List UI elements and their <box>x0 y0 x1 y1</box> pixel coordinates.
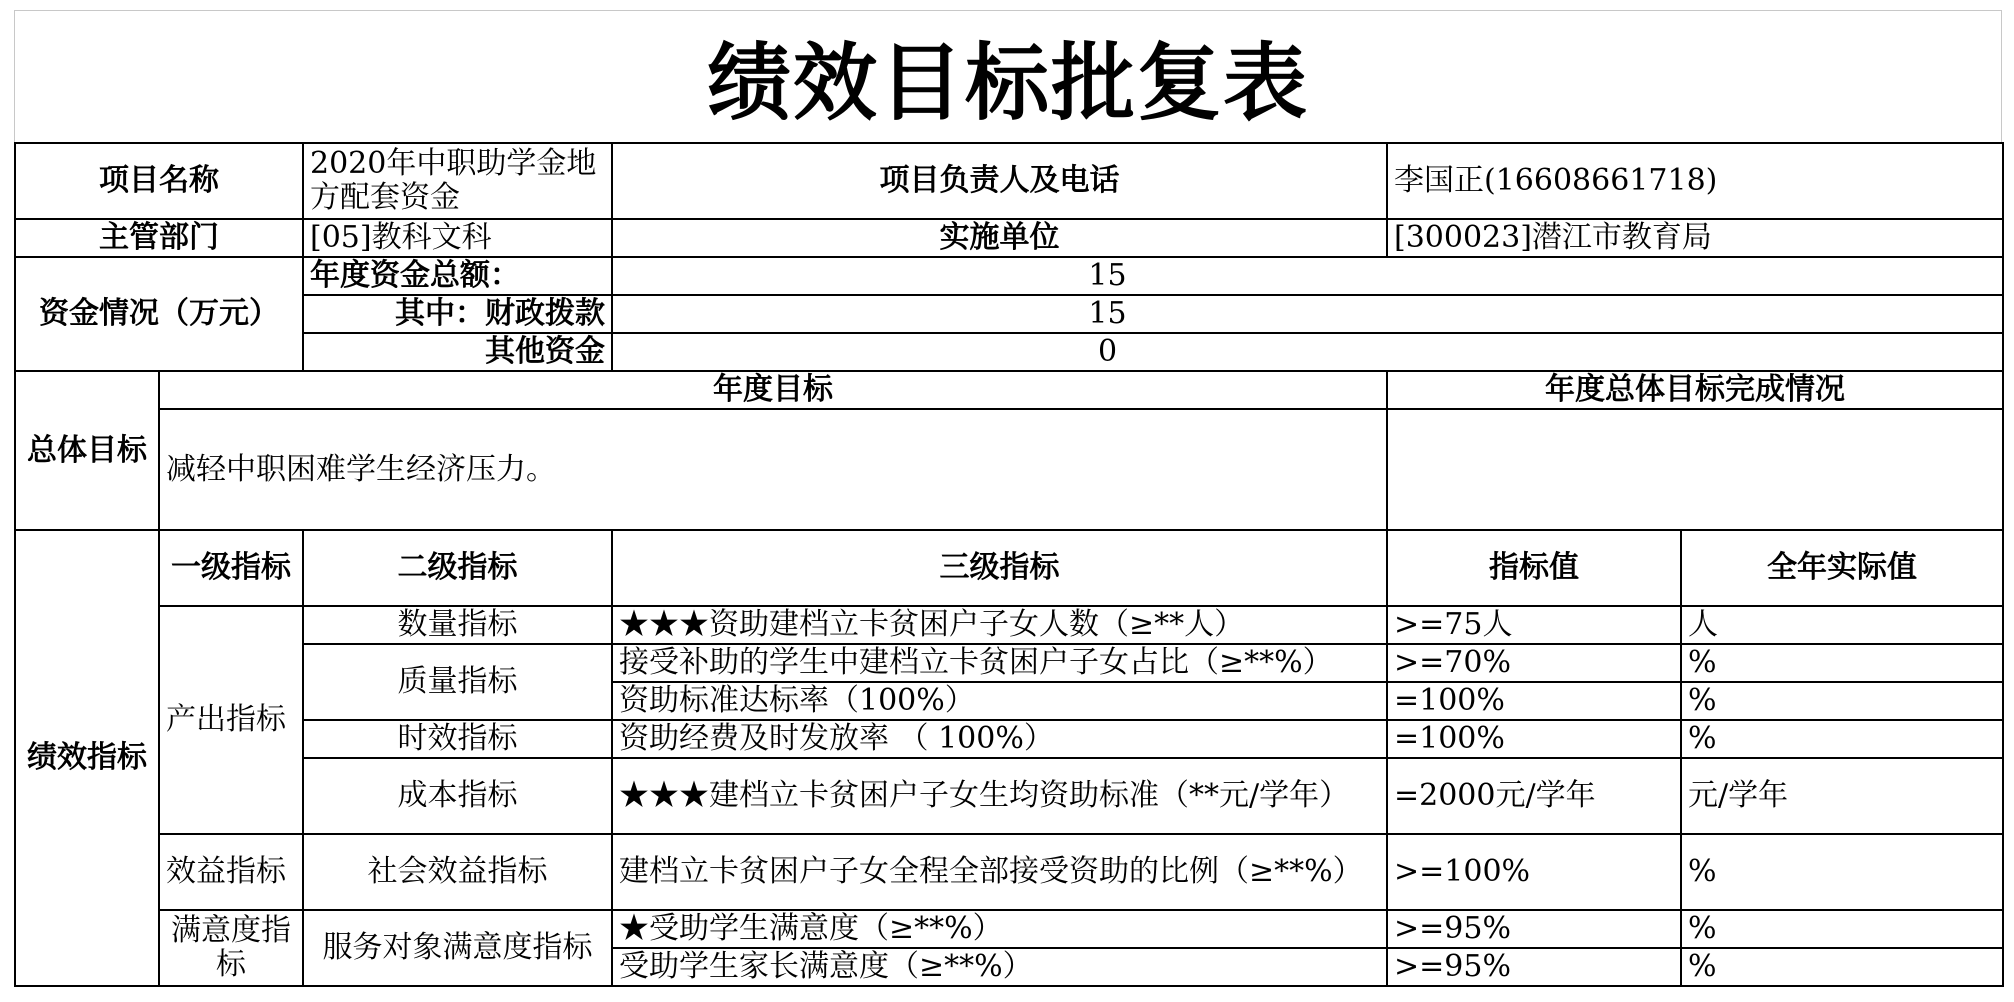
funds-fiscal-label: 其中：财政拨款 <box>303 295 612 333</box>
overall-section-label: 总体目标 <box>15 371 159 530</box>
level3-indicator: ★★★建档立卡贫困户子女生均资助标准（**元/学年） <box>612 758 1387 834</box>
funds-other-value: 0 <box>612 333 2003 371</box>
level3-indicator: ★受助学生满意度（≥**%） <box>612 910 1387 948</box>
level3-header: 三级指标 <box>612 530 1387 606</box>
implementing-unit-label: 实施单位 <box>612 219 1387 257</box>
annual-goal-header: 年度目标 <box>159 371 1387 409</box>
funds-fiscal-row <box>15 295 2003 333</box>
indicator-value: =100% <box>1387 720 1681 758</box>
quantity-subgroup-label: 数量指标 <box>303 606 612 644</box>
department-value: [05]教科文科 <box>303 219 612 257</box>
output-group-label: 产出指标 <box>159 606 303 834</box>
funds-total-row <box>15 257 2003 295</box>
indicator-row <box>15 720 2003 758</box>
actual-value: % <box>1681 644 2003 682</box>
actual-value: % <box>1681 910 2003 948</box>
level1-header: 一级指标 <box>159 530 303 606</box>
level2-header: 二级指标 <box>303 530 612 606</box>
form-title: 绩效目标批复表 <box>14 10 2002 142</box>
level3-indicator: 受助学生家长满意度（≥**%） <box>612 948 1387 986</box>
indicator-row <box>15 910 2003 948</box>
indicator-value: =100% <box>1387 682 1681 720</box>
actual-value: % <box>1681 682 2003 720</box>
actual-value: % <box>1681 720 2003 758</box>
overall-header-row <box>15 371 2003 409</box>
level3-indicator: 建档立卡贫困户子女全程全部接受资助的比例（≥**%） <box>612 834 1387 910</box>
level3-indicator: ★★★资助建档立卡贫困户子女人数（≥**人） <box>612 606 1387 644</box>
overall-content-row <box>15 409 2003 530</box>
actual-value: % <box>1681 834 2003 910</box>
quality-subgroup-label: 质量指标 <box>303 644 612 720</box>
project-name-label: 项目名称 <box>15 143 303 219</box>
indicator-header-row <box>15 530 2003 606</box>
level3-indicator: 资助经费及时发放率 （ 100%） <box>612 720 1387 758</box>
department-label: 主管部门 <box>15 219 303 257</box>
indicators-section-label: 绩效指标 <box>15 530 159 986</box>
annual-goal-text: 减轻中职困难学生经济压力。 <box>159 409 1387 530</box>
project-leader-value: 李国正(16608661718) <box>1387 143 2003 219</box>
indicator-value: >=75人 <box>1387 606 1681 644</box>
project-name-value: 2020年中职助学金地方配套资金 <box>303 143 612 219</box>
performance-table <box>14 142 2004 987</box>
funds-fiscal-value: 15 <box>612 295 2003 333</box>
indicator-row <box>15 834 2003 910</box>
indicator-value: >=95% <box>1387 948 1681 986</box>
project-name-row <box>15 143 2003 219</box>
completion-text <box>1387 409 2003 530</box>
indicator-value: >=95% <box>1387 910 1681 948</box>
indicator-row <box>15 758 2003 834</box>
funds-total-label: 年度资金总额： <box>303 257 612 295</box>
funds-other-label: 其他资金 <box>303 333 612 371</box>
funds-section-label: 资金情况（万元） <box>15 257 303 371</box>
approval-form <box>14 10 2002 990</box>
service-subgroup-label: 服务对象满意度指标 <box>303 910 612 986</box>
indicator-value: >=70% <box>1387 644 1681 682</box>
funds-total-value: 15 <box>612 257 2003 295</box>
department-row <box>15 219 2003 257</box>
social-subgroup-label: 社会效益指标 <box>303 834 612 910</box>
cost-subgroup-label: 成本指标 <box>303 758 612 834</box>
completion-header: 年度总体目标完成情况 <box>1387 371 2003 409</box>
implementing-unit-value: [300023]潜江市教育局 <box>1387 219 2003 257</box>
timeliness-subgroup-label: 时效指标 <box>303 720 612 758</box>
indicator-row <box>15 606 2003 644</box>
actual-value: 人 <box>1681 606 2003 644</box>
level3-indicator: 接受补助的学生中建档立卡贫困户子女占比（≥**%） <box>612 644 1387 682</box>
value-header: 指标值 <box>1387 530 1681 606</box>
benefit-group-label: 效益指标 <box>159 834 303 910</box>
indicator-value: >=100% <box>1387 834 1681 910</box>
level3-indicator: 资助标准达标率（100%） <box>612 682 1387 720</box>
satisfaction-group-label: 满意度指标 <box>159 910 303 986</box>
funds-other-row <box>15 333 2003 371</box>
actual-header: 全年实际值 <box>1681 530 2003 606</box>
indicator-value: =2000元/学年 <box>1387 758 1681 834</box>
indicator-row <box>15 644 2003 682</box>
actual-value: % <box>1681 948 2003 986</box>
project-leader-label: 项目负责人及电话 <box>612 143 1387 219</box>
actual-value: 元/学年 <box>1681 758 2003 834</box>
